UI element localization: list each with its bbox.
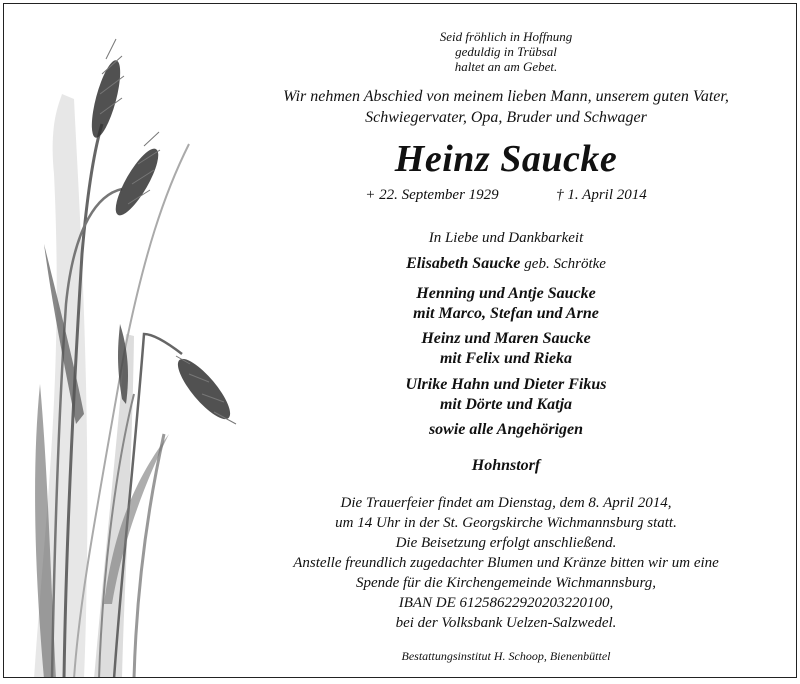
notice-line: IBAN DE 61258622920203220100, — [398, 595, 614, 611]
death-date: † 1. April 2014 — [556, 187, 647, 203]
intro-line: Schwiegervater, Opa, Bruder und Schwager — [365, 109, 647, 126]
wife-maiden-name: geb. Schrötke — [524, 256, 606, 272]
notice-line: bei der Volksbank Uelzen-Salzwedel. — [395, 615, 617, 631]
notice-line: Die Trauerfeier findet am Dienstag, dem 8. April 2014, — [340, 495, 672, 511]
family-line: Heinz und Maren Saucke — [421, 330, 591, 347]
motto-line: Seid fröhlich in Hoffnung — [439, 29, 573, 44]
intro-line: Wir nehmen Abschied von meinem lieben Mann, unserem guten Vater, — [283, 88, 729, 105]
motto-line: geduldig in Trübsal — [455, 44, 557, 59]
family-line: mit Dörte und Katja — [439, 396, 573, 413]
funeral-home: Bestattungsinstitut H. Schoop, Bienenbüttel — [401, 649, 611, 663]
wheat-illustration — [4, 4, 264, 678]
notice-line: Spende für die Kirchengemeinde Wichmannsburg, — [355, 575, 657, 591]
family-line: Ulrike Hahn und Dieter Fikus — [405, 376, 607, 393]
birth-date: + 22. September 1929 — [365, 187, 499, 203]
family-line: mit Felix und Rieka — [439, 350, 572, 367]
family-line: sowie alle Angehörigen — [428, 421, 584, 438]
notice-line: um 14 Uhr in der St. Georgskirche Wichmannsburg statt. — [335, 515, 677, 531]
place-name: Hohnstorf — [471, 457, 541, 474]
mourning-line: In Liebe und Dankbarkeit — [428, 230, 584, 246]
family-line: Henning und Antje Saucke — [416, 285, 596, 302]
notice-line: Anstelle freundlich zugedachter Blumen und Kränze bitten wir um eine — [293, 555, 719, 571]
family-wife — [236, 254, 776, 274]
obituary-notice — [3, 3, 797, 678]
notice-line: Die Beisetzung erfolgt anschließend. — [395, 535, 617, 551]
dates-row — [236, 187, 776, 204]
deceased-name: Heinz Saucke — [394, 138, 618, 180]
wife-name: Elisabeth Saucke — [406, 255, 521, 272]
motto-line: haltet an am Gebet. — [454, 59, 558, 74]
family-line: mit Marco, Stefan und Arne — [413, 305, 599, 322]
